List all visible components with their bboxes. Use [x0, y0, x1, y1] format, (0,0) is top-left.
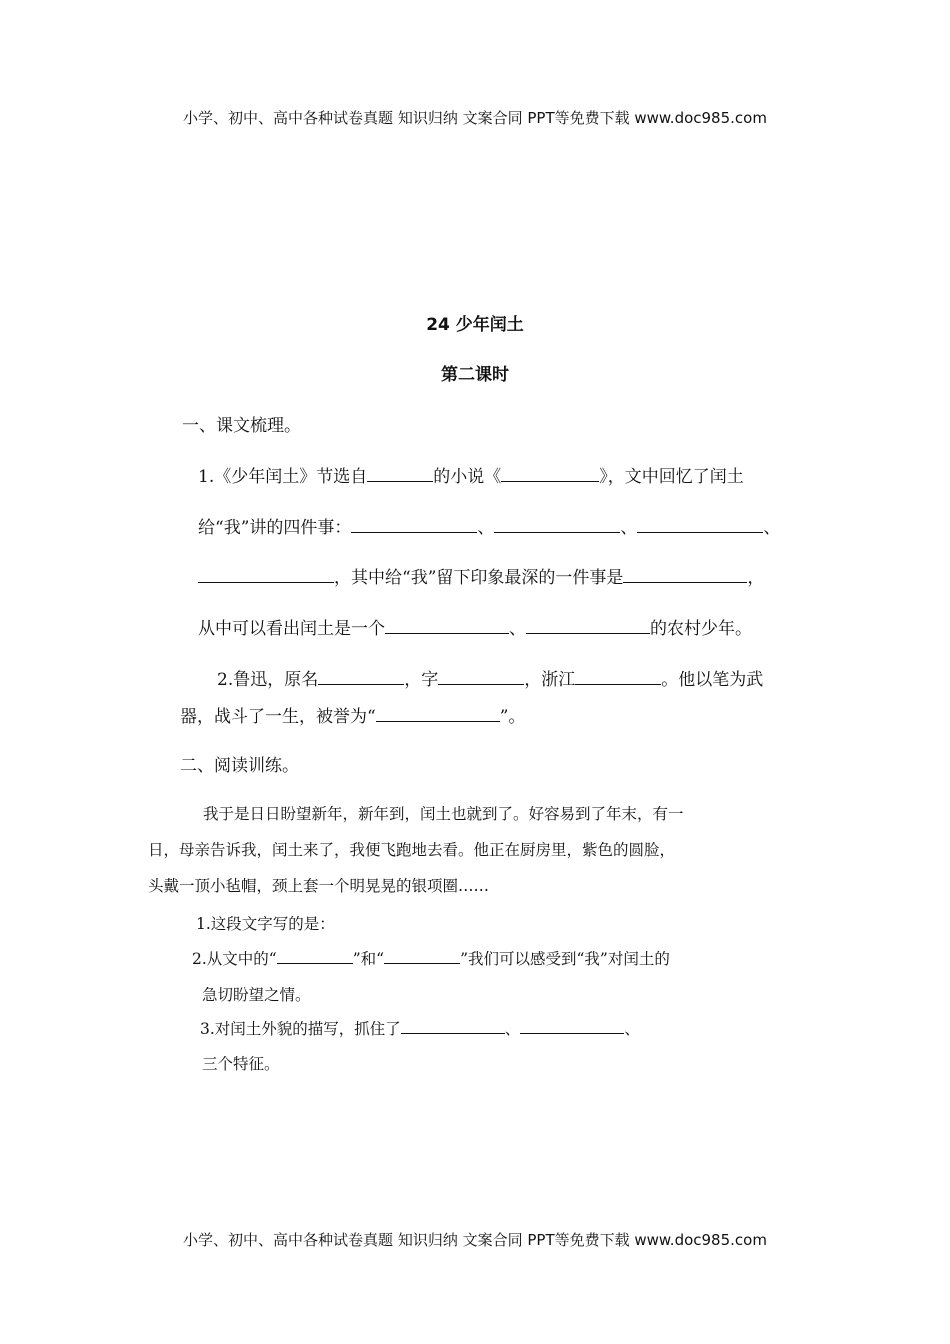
blank-event-4[interactable] [198, 567, 334, 583]
s1-q1-line4: 从中可以看出闰土是一个 、 的农村少年。 [198, 619, 752, 639]
s2-q3-line1: 3.对闰土外貌的描写，抓住了 、 、 [200, 1020, 640, 1038]
blank-trait-1[interactable] [385, 618, 509, 634]
section2-heading: 二、阅读训练。 [180, 756, 299, 776]
passage-line-3: 头戴一顶小毡帽，颈上套一个明晃晃的银项圈…… [148, 877, 490, 895]
page-title: 24 少年闰土 [426, 315, 524, 335]
s2-q2-line1: 2.从文中的“ ”和“ ”我们可以感受到“我”对闰土的 [192, 950, 670, 968]
blank-hometown[interactable] [575, 669, 661, 685]
page-header: 小学、初中、高中各种试卷真题 知识归纳 文案合同 PPT等免费下载 www.doc985.com [183, 109, 767, 127]
blank-feature-2[interactable] [520, 1018, 624, 1034]
s2-q2-line2: 急切盼望之情。 [202, 986, 311, 1004]
blank-honor[interactable] [376, 706, 500, 722]
passage-line-1: 我于是日日盼望新年，新年到，闰土也就到了。好容易到了年末，有一 [203, 805, 684, 823]
page-footer: 小学、初中、高中各种试卷真题 知识归纳 文案合同 PPT等免费下载 www.doc985.com [183, 1231, 767, 1249]
page-subtitle: 第二课时 [441, 365, 509, 385]
blank-feature-1[interactable] [401, 1018, 505, 1034]
blank-novel[interactable] [501, 466, 599, 482]
blank-word-2[interactable] [384, 948, 460, 964]
s1-q2-line1: 2.鲁迅，原名 ，字 ，浙江 。他以笔为武 [217, 670, 764, 690]
s2-q1: 1.这段文字写的是： [196, 915, 335, 933]
s1-q2-line2: 器，战斗了一生，被誉为“ ”。 [180, 707, 526, 727]
s1-q1-line1: 1.《少年闰土》节选自 的小说《 》，文中回忆了闰土 [198, 467, 744, 487]
blank-courtesy-name[interactable] [438, 669, 524, 685]
blank-original-name[interactable] [318, 669, 404, 685]
s1-q1-line3: ，其中给“我”留下印象最深的一件事是 ， [198, 563, 764, 588]
passage-line-2: 日，母亲告诉我，闰土来了，我便飞跑地去看。他正在厨房里，紫色的圆脸， [148, 841, 676, 859]
blank-author[interactable] [367, 466, 433, 482]
blank-deepest-event[interactable] [623, 567, 747, 583]
blank-event-3[interactable] [637, 517, 763, 533]
blank-event-2[interactable] [494, 517, 620, 533]
section1-heading: 一、课文梳理。 [182, 416, 301, 436]
blank-event-1[interactable] [351, 517, 477, 533]
s2-q3-line2: 三个特征。 [202, 1055, 280, 1073]
blank-trait-2[interactable] [526, 618, 650, 634]
blank-word-1[interactable] [277, 948, 353, 964]
s1-q1-line2: 给“我”讲的四件事： 、 、 、 [198, 518, 781, 538]
